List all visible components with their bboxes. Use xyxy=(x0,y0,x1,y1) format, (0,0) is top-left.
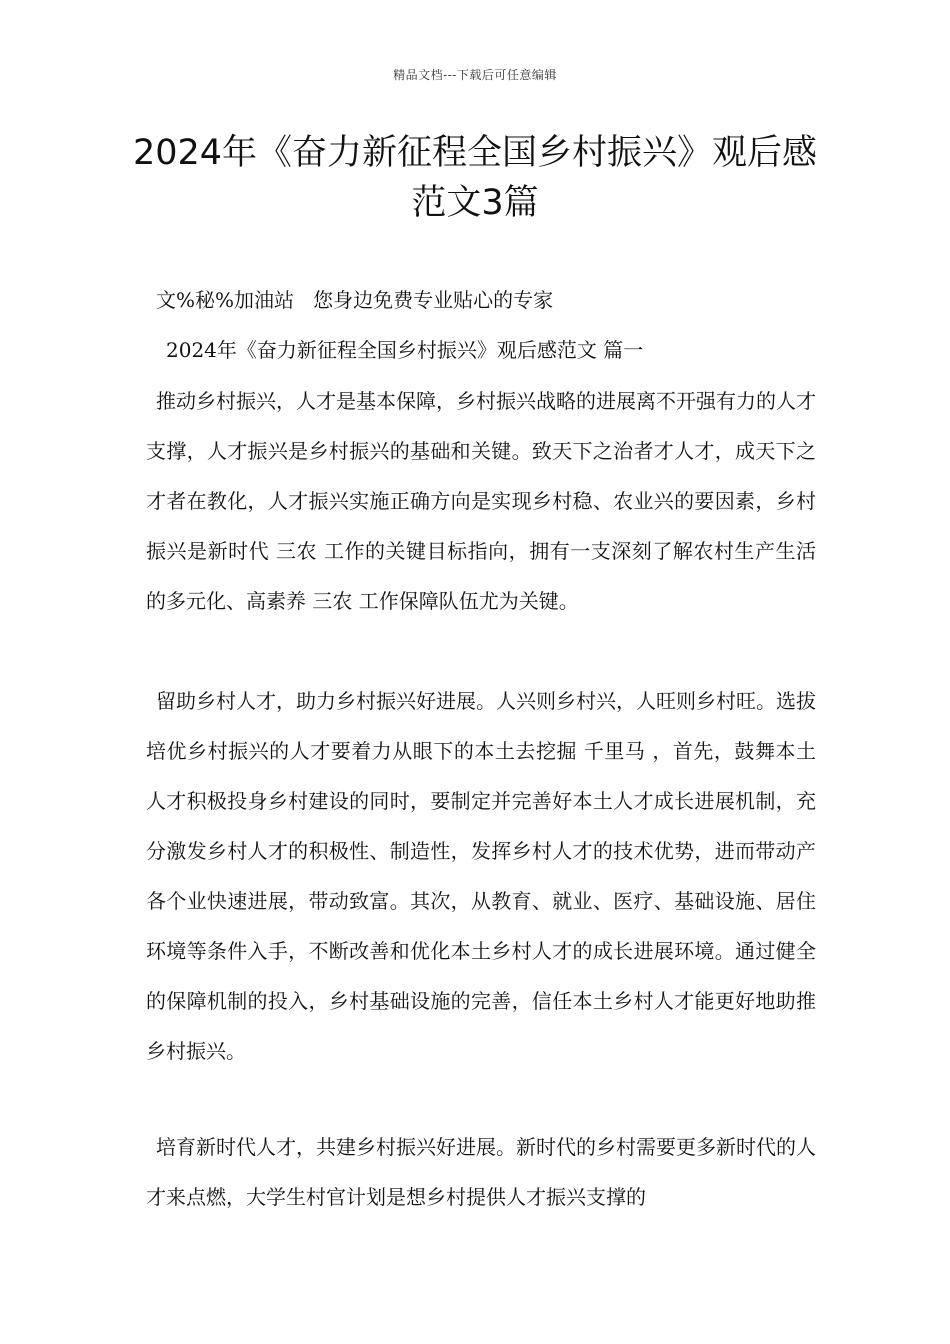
body-paragraph: 推动乡村振兴，人才是基本保障，乡村振兴战略的进展离不开强有力的人才支撑，人才振兴是乡村振兴的基础和关键。致天下之治者才人才，成天下之才者在教化，人才振兴实施正确方向是实现乡村稳、农业兴的要因素，乡村振兴是新时代 三农 工作的关键目标指向，拥有一支深刻了解农村生产生活的多元化、高素养 三农 工作保障队伍尤为关键。 xyxy=(146,389,816,613)
source-line: 文%秘%加油站 您身边免费专业贴心的专家 xyxy=(156,288,554,312)
body-paragraph-3-block xyxy=(146,1122,816,1222)
body-paragraph: 留助乡村人才，助力乡村振兴好进展。人兴则乡村兴，人旺则乡村旺。选拔培优乡村振兴的人才要着力从眼下的本土去挖掘 千里马 ，首先，鼓舞本土人才积极投身乡村建设的同时，要制定并完善好本土人才成长进展机制，充分激发乡村人才的积极性、制造性，发挥乡村人才的技术优势，进而带动产各个业快速进展，带动致富。其次，从教育、就业、医疗、基础设施、居住环境等条件入手，不断改善和优化本土乡村人才的成长进展环境。通过健全的保障机制的投入，乡村基础设施的完善，信任本土乡村人才能更好地助推乡村振兴。 xyxy=(146,689,816,1063)
body-paragraph: 培育新时代人才，共建乡村振兴好进展。新时代的乡村需要更多新时代的人才来点燃，大学生村官计划是想乡村提供人才振兴支撑的 xyxy=(146,1135,816,1209)
header-note: 精品文档---下载后可任意编辑 xyxy=(393,68,557,82)
document-title: 2024年《奋力新征程全国乡村振兴》观后感范文3篇 xyxy=(132,133,818,223)
body-paragraph-1-block xyxy=(146,376,816,626)
section-heading: 2024年《奋力新征程全国乡村振兴》观后感范文 篇一 xyxy=(166,338,644,362)
body-paragraph-2-block xyxy=(146,676,816,1076)
